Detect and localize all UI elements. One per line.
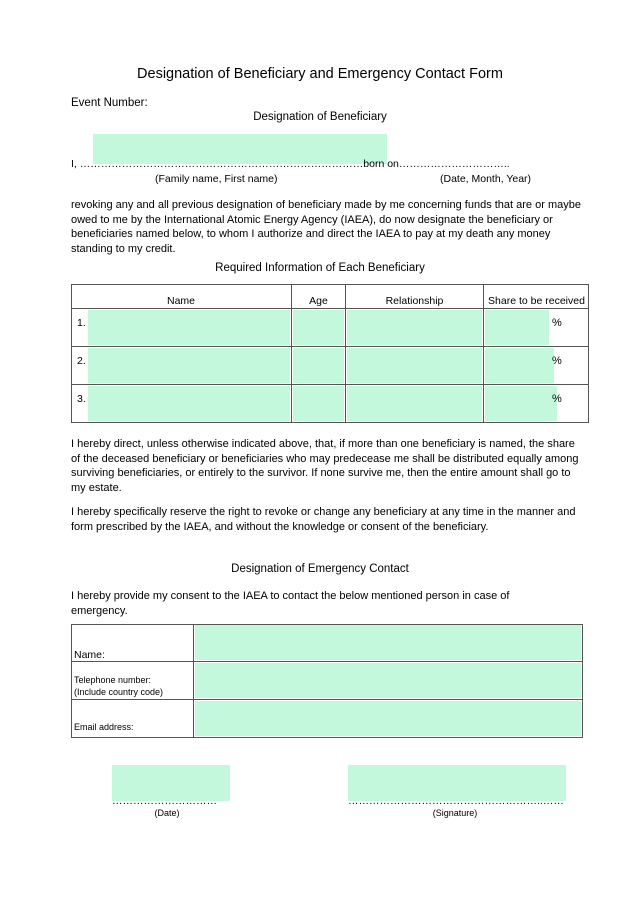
paragraph-line: form prescribed by the IAEA, and without the knowledge or consent of the beneficiary.	[71, 520, 489, 533]
paragraph-line: owed to me by the International Atomic Energy Agency (IAEA), do now designate the beneficiary or	[71, 213, 553, 226]
emergency-contact-table	[71, 624, 583, 738]
contact-email-field[interactable]	[195, 701, 581, 736]
beneficiary-relationship-field[interactable]	[347, 386, 482, 421]
direct-paragraph	[71, 437, 579, 495]
paragraph-line: my estate.	[71, 481, 122, 494]
phone-label-hint: (Include country code)	[74, 687, 164, 697]
contact-email-label: Email address:	[74, 722, 134, 732]
paragraph-line: I hereby direct, unless otherwise indicated above, that, if more than one beneficiary is named, the share	[71, 438, 575, 450]
row-number: 2.	[77, 355, 86, 367]
row-divider	[71, 384, 589, 385]
date-hint: (Date, Month, Year)	[440, 173, 532, 185]
beneficiary-name-field[interactable]	[88, 310, 290, 345]
column-header-age: Age	[309, 295, 328, 307]
beneficiary-age-field[interactable]	[293, 386, 344, 421]
declaration-line	[71, 158, 510, 170]
percent-sign: %	[552, 393, 562, 405]
contact-phone-field[interactable]	[195, 663, 581, 698]
row-divider	[71, 346, 589, 347]
row-divider	[71, 699, 583, 700]
paragraph-line: I hereby specifically reserve the right to revoke or change any beneficiary at any time in the manner and	[71, 506, 576, 518]
contact-phone-label	[74, 674, 163, 698]
column-header-relationship: Relationship	[385, 295, 444, 307]
percent-sign: %	[552, 355, 562, 367]
paragraph-line: standing to my credit.	[71, 242, 176, 255]
date-caption: (Date)	[154, 808, 180, 818]
beneficiary-age-field[interactable]	[293, 310, 344, 345]
date-dotted-line: …………………………	[112, 795, 217, 807]
beneficiary-age-field[interactable]	[293, 348, 344, 383]
paragraph-line: surviving beneficiaries, or entirely to the survivor. If none survive me, then the entire amount shall go to	[71, 467, 571, 479]
revoking-paragraph	[71, 198, 581, 256]
row-divider	[71, 661, 583, 662]
beneficiary-relationship-field[interactable]	[347, 348, 482, 383]
row-divider	[71, 308, 589, 309]
column-divider	[193, 624, 194, 738]
signature-dotted-line: ………………………………………………..……	[348, 795, 564, 807]
paragraph-line: of the deceased beneficiary or beneficiaries who may predecease me shall be distributed equally among	[71, 452, 579, 465]
paragraph-line: revoking any and all previous designation of beneficiary made by me concerning funds that are or maybe	[71, 199, 581, 211]
signature-caption: (Signature)	[432, 808, 478, 818]
reserve-paragraph	[71, 505, 575, 534]
column-header-share: Share to be received	[488, 295, 585, 307]
paragraph-line: emergency.	[71, 604, 128, 617]
beneficiary-table	[71, 284, 589, 423]
row-number: 1.	[77, 317, 86, 329]
beneficiary-table-heading: Required Information of Each Beneficiary	[215, 262, 425, 274]
beneficiary-name-field[interactable]	[88, 386, 290, 421]
percent-sign: %	[552, 317, 562, 329]
phone-label-line: Telephone number:	[74, 675, 152, 685]
section-heading-beneficiary: Designation of Beneficiary	[253, 111, 387, 123]
paragraph-line: I hereby provide my consent to the IAEA to contact the below mentioned person in case of	[71, 590, 510, 602]
event-number-label: Event Number:	[71, 97, 148, 109]
contact-name-field[interactable]	[195, 625, 581, 660]
beneficiary-share-field[interactable]	[485, 386, 557, 421]
declaration-born-on: born on…………………………..	[363, 158, 510, 170]
contact-name-label: Name:	[74, 649, 105, 661]
consent-paragraph	[71, 589, 509, 618]
section-heading-emergency-contact: Designation of Emergency Contact	[231, 563, 409, 575]
column-header-name: Name	[166, 295, 195, 307]
declaration-prefix: I, ………………………………………………………………………	[71, 158, 364, 170]
name-hint: (Family name, First name)	[155, 173, 278, 185]
paragraph-line: beneficiaries named below, to whom I authorize and direct the IAEA to pay at my death any money	[71, 228, 551, 240]
beneficiary-relationship-field[interactable]	[347, 310, 482, 345]
beneficiary-share-field[interactable]	[485, 310, 549, 345]
row-number: 3.	[77, 393, 86, 405]
beneficiary-share-field[interactable]	[485, 348, 554, 383]
form-title: Designation of Beneficiary and Emergency Contact Form	[137, 66, 503, 82]
beneficiary-name-field[interactable]	[88, 348, 290, 383]
